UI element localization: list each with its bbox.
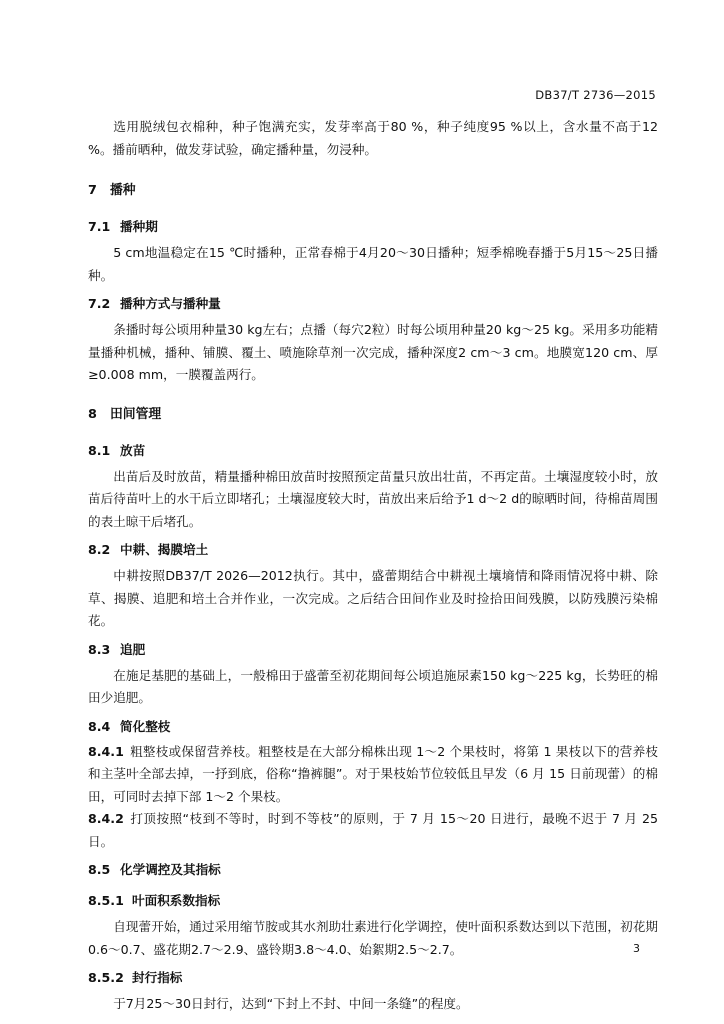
paragraph-cultivation: 中耕按照DB37/T 2026—2012执行。其中，盛蕾期结合中耕视土壤墒情和降雨情况将中耕、除草、揭膜、追肥和培土合并作业，一次完成。之后结合田间作业及时捡拾田间残膜，以防残膜污染棉花。 bbox=[88, 568, 658, 628]
section-heading-8 bbox=[88, 403, 658, 422]
section-title: 叶面积系数指标 bbox=[132, 893, 221, 908]
paragraph-row-closing: 于7月25～30日封行，达到“下封上不封、中间一条缝”的程度。 bbox=[113, 996, 469, 1011]
paragraph-sowing-period: 5 cm地温稳定在15 ℃时播种，正常春棉于4月20～30日播种；短季棉晚春播于5月15～25日播种。 bbox=[88, 245, 658, 283]
list-item-8-4-2 bbox=[88, 808, 658, 853]
item-number: 8.4.2 bbox=[88, 811, 124, 826]
section-title: 追肥 bbox=[120, 641, 146, 657]
section-number: 8.4 bbox=[88, 718, 111, 734]
section-number: 8.2 bbox=[88, 542, 111, 557]
section-number: 7.2 bbox=[88, 296, 111, 311]
section-number: 8.5.1 bbox=[88, 893, 124, 908]
section-number: 8.3 bbox=[88, 641, 111, 657]
section-title: 化学调控及其指标 bbox=[120, 862, 221, 877]
section-number: 8.1 bbox=[88, 442, 111, 458]
item-number: 8.4.1 bbox=[88, 743, 124, 759]
section-heading-8-5-2 bbox=[88, 967, 658, 986]
section-heading-7-2 bbox=[88, 293, 658, 312]
page-number: 3 bbox=[633, 942, 640, 955]
section-heading-7 bbox=[88, 179, 658, 198]
page-body bbox=[88, 116, 658, 1016]
item-text: 打顶按照“枝到不等时，时到不等枝”的原则，于 7 月 15～20 日进行，最晚不迟于 7 月 25 日。 bbox=[88, 811, 658, 849]
section-heading-7-1 bbox=[88, 216, 658, 235]
paragraph-topdressing: 在施足基肥的基础上，一般棉田于盛蕾至初花期间每公顷追施尿素150 kg～225 kg，长势旺的棉田少追肥。 bbox=[88, 667, 658, 705]
section-heading-8-5 bbox=[88, 859, 658, 878]
section-title: 放苗 bbox=[120, 442, 146, 458]
section-title: 田间管理 bbox=[110, 406, 162, 422]
section-number: 8.5.2 bbox=[88, 970, 124, 985]
section-number: 8 bbox=[88, 406, 97, 422]
section-title: 封行指标 bbox=[132, 970, 183, 985]
section-heading-8-2 bbox=[88, 539, 658, 558]
list-item-8-4-1 bbox=[88, 741, 658, 809]
paragraph-seedling-release: 出苗后及时放苗，精量播种棉田放苗时按照预定苗量只放出壮苗，不再定苗。土壤湿度较小时，放苗后待苗叶上的水干后立即堵孔；土壤湿度较大时，苗放出来后给予1 d～2 d的晾晒时间，待棉苗周围的表土晾干后堵孔。 bbox=[88, 468, 658, 529]
document-code-header: DB37/T 2736—2015 bbox=[535, 88, 656, 102]
section-number: 7 bbox=[88, 183, 97, 198]
section-number: 8.5 bbox=[88, 862, 111, 877]
section-title: 中耕、揭膜培土 bbox=[120, 542, 209, 557]
section-title: 播种 bbox=[110, 183, 136, 198]
section-heading-8-5-1 bbox=[88, 890, 658, 909]
item-text: 粗整枝或保留营养枝。粗整枝是在大部分棉株出现 1～2 个果枝时，将第 1 果枝以下的营养枝和主茎叶全部去掉，一抒到底，俗称“撸裤腿”。对于果枝始节位较低且早发（6 月 15 日前现蕾）的棉田，可同时去掉下部 1～2 个果枝。 bbox=[88, 743, 658, 804]
paragraph-sowing-method: 条播时每公顷用种量30 kg左右；点播（每穴2粒）时每公顷用种量20 kg～25 kg。采用多功能精量播种机械，播种、铺膜、覆土、喷施除草剂一次完成，播种深度2 cm～3 cm。地膜宽120 cm、厚≥0.008 mm，一膜覆盖两行。 bbox=[88, 322, 658, 382]
section-heading-8-1 bbox=[88, 440, 658, 459]
paragraph-leaf-area-index: 自现蕾开始，通过采用缩节胺或其水剂助壮素进行化学调控，使叶面积系数达到以下范围，初花期0.6～0.7、盛花期2.7～2.9、盛铃期3.8～4.0、始絮期2.5～2.7。 bbox=[88, 919, 658, 957]
section-heading-8-4 bbox=[88, 716, 658, 735]
section-title: 播种期 bbox=[120, 219, 158, 234]
section-heading-8-3 bbox=[88, 639, 658, 658]
section-title: 简化整枝 bbox=[120, 718, 171, 734]
paragraph-seed-selection: 选用脱绒包衣棉种，种子饱满充实，发芽率高于80 %，种子纯度95 %以上，含水量不高于12 %。播前晒种，做发芽试验，确定播种量，勿浸种。 bbox=[88, 119, 658, 157]
section-title: 播种方式与播种量 bbox=[120, 296, 221, 311]
section-number: 7.1 bbox=[88, 219, 111, 234]
